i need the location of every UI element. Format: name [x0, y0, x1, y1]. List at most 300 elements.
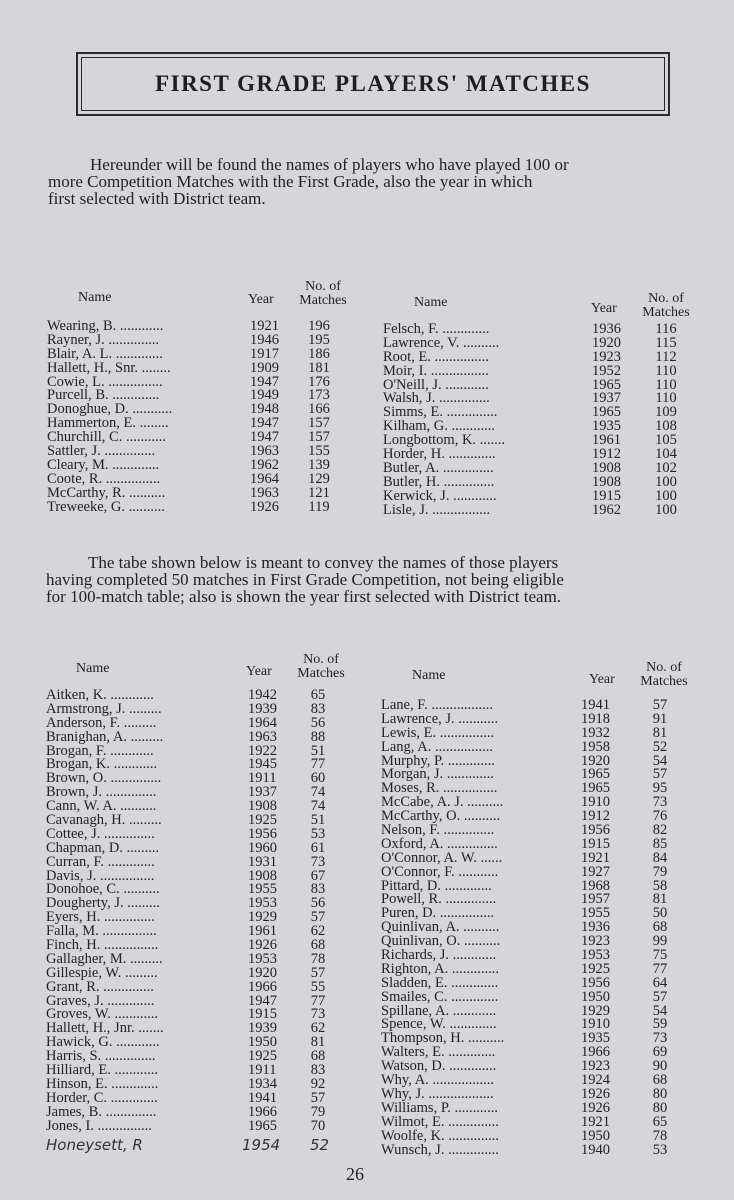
year-selected: 1952 [592, 362, 621, 379]
handwritten-year: 1954 [242, 1136, 281, 1154]
match-count: 62 [310, 923, 326, 940]
year-selected: 1948 [250, 401, 279, 418]
match-count: 74 [310, 784, 326, 801]
player-name: Murphy, P. ............. [381, 752, 495, 769]
table-100-right [383, 323, 713, 517]
year-selected: 1953 [248, 895, 277, 912]
player-name: Harris, S. .............. [46, 1048, 156, 1065]
match-count: 56 [310, 714, 326, 731]
year-selected: 1921 [581, 849, 610, 866]
year-selected: 1950 [248, 1034, 277, 1051]
player-name: Jones, I. ............... [46, 1117, 152, 1134]
match-count: 77 [652, 960, 668, 977]
player-name: Donohoe, C. .......... [46, 881, 160, 898]
header-matches-line1: No. of [646, 660, 682, 675]
year-selected: 1939 [248, 700, 277, 717]
table-row [47, 498, 367, 515]
match-count: 75 [652, 947, 668, 964]
match-count: 99 [652, 933, 668, 950]
match-count: 81 [310, 1034, 326, 1051]
player-name: Williams, P. ............ [381, 1099, 499, 1116]
year-selected: 1929 [581, 1002, 610, 1019]
player-name: Lawrence, V. .......... [383, 334, 500, 351]
header-matches-line1: No. of [303, 652, 339, 667]
player-name: Powell, R. .............. [381, 891, 497, 908]
table-row [46, 1117, 366, 1134]
year-selected: 1925 [581, 960, 610, 977]
table-row [383, 501, 713, 518]
match-count: 65 [310, 687, 326, 703]
player-name: Branighan, A. ......... [46, 728, 164, 745]
player-name: Kilham, G. ............ [383, 418, 495, 435]
match-count: 196 [308, 318, 330, 334]
match-count: 157 [308, 415, 330, 432]
year-selected: 1937 [592, 390, 621, 407]
match-count: 73 [310, 853, 326, 870]
player-name: Donoghue, D. ........... [47, 401, 173, 418]
second-paragraph [46, 554, 564, 605]
match-count: 181 [308, 359, 330, 376]
player-name: Cleary, M. ............. [47, 456, 160, 473]
header-matches-line2: Matches [297, 666, 345, 681]
match-count: 195 [308, 331, 330, 348]
player-name: Nelson, F. .............. [381, 822, 495, 839]
player-name: James, B. .............. [46, 1103, 157, 1120]
year-selected: 1924 [581, 1072, 610, 1089]
player-name: Moses, R. ............... [381, 780, 498, 797]
match-count: 60 [310, 770, 326, 787]
match-count: 83 [310, 700, 326, 717]
handwritten-matches: 52 [310, 1136, 330, 1154]
match-count: 173 [308, 387, 330, 404]
player-name: Chapman, D. ......... [46, 839, 160, 856]
player-name: Wearing, B. ............ [47, 318, 164, 334]
match-count: 80 [652, 1099, 668, 1116]
match-count: 73 [652, 794, 668, 811]
player-name: Hawick, G. ............ [46, 1034, 160, 1051]
year-selected: 1961 [248, 923, 277, 940]
year-selected: 1922 [248, 742, 277, 759]
match-count: 100 [655, 487, 677, 504]
year-selected: 1908 [248, 798, 277, 815]
player-name: Rayner, J. .............. [47, 331, 160, 348]
header-matches-left [292, 280, 354, 308]
player-name: McCarthy, R. .......... [47, 484, 166, 501]
player-name: Oxford, A. .............. [381, 835, 498, 852]
match-count: 61 [310, 839, 326, 856]
year-selected: 1947 [248, 992, 277, 1009]
title-box-inner [81, 57, 665, 111]
player-name: Wilmot, E. .............. [381, 1113, 499, 1130]
player-name: Quinlivan, A. .......... [381, 919, 500, 936]
year-selected: 1966 [581, 1044, 610, 1061]
player-name: Walsh, J. .............. [383, 390, 490, 407]
match-count: 57 [652, 766, 668, 783]
match-count: 155 [308, 443, 330, 460]
player-name: Aitken, K. ............ [46, 687, 154, 703]
match-count: 76 [652, 808, 668, 825]
title-box [76, 52, 670, 116]
player-name: Dougherty, J. ......... [46, 895, 160, 912]
match-count: 57 [310, 964, 326, 981]
player-name: Hammerton, E. ........ [47, 415, 169, 432]
match-count: 105 [655, 432, 677, 449]
player-name: Cann, W. A. .......... [46, 798, 157, 815]
intro2-line-2: having completed 50 matches in First Grade Competition, not being eligible [46, 570, 564, 589]
header-year-left-2: Year [246, 664, 272, 679]
year-selected: 1908 [248, 867, 277, 884]
year-selected: 1949 [250, 387, 279, 404]
year-selected: 1958 [581, 738, 610, 755]
player-name: Richards, J. ............ [381, 947, 497, 964]
player-name: Smailes, C. ............. [381, 988, 499, 1005]
match-count: 104 [655, 446, 677, 463]
player-name: Coote, R. ............... [47, 470, 161, 487]
year-selected: 1931 [248, 853, 277, 870]
year-selected: 1915 [581, 835, 610, 852]
header-matches-line2: Matches [640, 674, 688, 689]
year-selected: 1962 [592, 501, 621, 518]
player-name: Simms, E. .............. [383, 404, 498, 421]
player-name: Butler, A. .............. [383, 459, 494, 476]
player-name: Curran, F. ............. [46, 853, 155, 870]
match-count: 67 [310, 867, 326, 884]
year-selected: 1910 [581, 794, 610, 811]
player-name: Purcell, B. ............. [47, 387, 160, 404]
year-selected: 1965 [592, 404, 621, 421]
year-selected: 1918 [581, 710, 610, 727]
match-count: 73 [310, 1006, 326, 1023]
year-selected: 1957 [581, 891, 610, 908]
player-name: Lawrence, J. ........... [381, 710, 499, 727]
year-selected: 1936 [592, 321, 621, 337]
match-count: 69 [652, 1044, 668, 1061]
player-name: Felsch, F. ............. [383, 321, 490, 337]
year-selected: 1942 [248, 687, 277, 703]
year-selected: 1953 [248, 950, 277, 967]
year-selected: 1923 [581, 1058, 610, 1075]
match-count: 68 [652, 919, 668, 936]
year-selected: 1947 [250, 373, 279, 390]
year-selected: 1935 [581, 1030, 610, 1047]
match-count: 59 [652, 1016, 668, 1033]
player-name: Lane, F. ................. [381, 697, 494, 713]
player-name: Kerwick, J. ............ [383, 487, 497, 504]
header-year-right: Year [591, 301, 617, 316]
year-selected: 1955 [248, 881, 277, 898]
year-selected: 1925 [248, 812, 277, 829]
player-name: Sladden, E. ............. [381, 974, 499, 991]
year-selected: 1947 [250, 429, 279, 446]
year-selected: 1963 [248, 728, 277, 745]
player-name: Cavanagh, H. ......... [46, 812, 162, 829]
year-selected: 1923 [592, 348, 621, 365]
player-name: Davis, J. ............... [46, 867, 155, 884]
player-name: Finch, H. ............... [46, 937, 159, 954]
match-count: 81 [652, 724, 668, 741]
year-selected: 1965 [248, 1117, 277, 1134]
match-count: 83 [310, 881, 326, 898]
year-selected: 1963 [250, 443, 279, 460]
match-count: 68 [652, 1072, 668, 1089]
match-count: 51 [310, 742, 326, 759]
year-selected: 1953 [581, 947, 610, 964]
player-name: Hinson, E. ............. [46, 1075, 159, 1092]
year-selected: 1915 [592, 487, 621, 504]
year-selected: 1925 [248, 1048, 277, 1065]
player-name: Gallagher, M. ......... [46, 950, 163, 967]
player-name: McCarthy, O. .......... [381, 808, 501, 825]
player-name: Morgan, J. ............. [381, 766, 494, 783]
page-title: FIRST GRADE PLAYERS' MATCHES [155, 71, 591, 96]
match-count: 176 [308, 373, 330, 390]
year-selected: 1934 [248, 1075, 277, 1092]
match-count: 77 [310, 992, 326, 1009]
match-count: 108 [655, 418, 677, 435]
match-count: 54 [652, 752, 668, 769]
player-name: Quinlivan, O. .......... [381, 933, 501, 950]
player-name: Puren, D. ............... [381, 905, 495, 922]
player-name: Butler, H. .............. [383, 473, 495, 490]
player-name: Armstrong, J. ......... [46, 700, 162, 717]
player-name: Pittard, D. ............. [381, 877, 492, 894]
year-selected: 1920 [248, 964, 277, 981]
match-count: 84 [652, 849, 668, 866]
year-selected: 1941 [581, 697, 610, 713]
match-count: 79 [652, 863, 668, 880]
header-year-right-2: Year [589, 672, 615, 687]
match-count: 88 [310, 728, 326, 745]
year-selected: 1912 [592, 446, 621, 463]
match-count: 91 [652, 710, 668, 727]
match-count: 139 [308, 456, 330, 473]
match-count: 83 [310, 1062, 326, 1079]
year-selected: 1945 [248, 756, 277, 773]
match-count: 121 [308, 484, 330, 501]
player-name: Eyers, H. .............. [46, 909, 155, 926]
match-count: 56 [310, 895, 326, 912]
year-selected: 1909 [250, 359, 279, 376]
year-selected: 1927 [581, 863, 610, 880]
header-name-left: Name [78, 290, 112, 305]
header-year-left: Year [248, 292, 274, 307]
match-count: 116 [655, 321, 677, 337]
year-selected: 1926 [248, 937, 277, 954]
header-matches-right-2 [633, 661, 695, 689]
match-count: 68 [310, 937, 326, 954]
player-name: Brogan, K. ............ [46, 756, 158, 773]
player-name: Why, A. ................. [381, 1072, 495, 1089]
match-count: 58 [652, 877, 668, 894]
year-selected: 1940 [581, 1141, 610, 1158]
player-name: Sattler, J. .............. [47, 443, 156, 460]
header-name-right: Name [414, 295, 448, 310]
player-name: Moir, I. ................ [383, 362, 489, 379]
year-selected: 1920 [592, 334, 621, 351]
year-selected: 1941 [248, 1089, 277, 1106]
player-name: Blair, A. L. ............. [47, 345, 163, 362]
player-name: Horder, C. ............. [46, 1089, 158, 1106]
player-name: Lang, A. ................ [381, 738, 493, 755]
table-50-left [46, 689, 366, 1134]
year-selected: 1911 [248, 1062, 277, 1079]
year-selected: 1929 [248, 909, 277, 926]
player-name: Horder, H. ............. [383, 446, 496, 463]
year-selected: 1963 [250, 484, 279, 501]
match-count: 90 [652, 1058, 668, 1075]
player-name: Gillespie, W. ......... [46, 964, 158, 981]
year-selected: 1965 [581, 780, 610, 797]
player-name: Groves, W. ............ [46, 1006, 158, 1023]
year-selected: 1911 [248, 770, 277, 787]
year-selected: 1960 [248, 839, 277, 856]
player-name: Walters, E. ............. [381, 1044, 496, 1061]
player-name: Root, E. ............... [383, 348, 489, 365]
year-selected: 1965 [581, 766, 610, 783]
player-name: McCabe, A. J. .......... [381, 794, 504, 811]
match-count: 53 [652, 1141, 668, 1158]
match-count: 78 [310, 950, 326, 967]
intro2-line-3: for 100-match table; also is shown the year first selected with District team. [46, 587, 562, 606]
intro2-line-1: The tabe shown below is meant to convey the names of those players [88, 553, 559, 572]
header-matches-line2: Matches [299, 293, 347, 308]
year-selected: 1917 [250, 345, 279, 362]
match-count: 77 [310, 756, 326, 773]
year-selected: 1921 [250, 318, 279, 334]
player-name: Thompson, H. .......... [381, 1030, 505, 1047]
year-selected: 1936 [581, 919, 610, 936]
year-selected: 1964 [250, 470, 279, 487]
match-count: 115 [655, 334, 677, 351]
player-name: Righton, A. ............. [381, 960, 500, 977]
year-selected: 1964 [248, 714, 277, 731]
match-count: 112 [655, 348, 677, 365]
year-selected: 1966 [248, 978, 277, 995]
year-selected: 1908 [592, 459, 621, 476]
match-count: 119 [308, 498, 330, 515]
match-count: 65 [652, 1113, 668, 1130]
player-name: Woolfe, K. .............. [381, 1127, 500, 1144]
year-selected: 1950 [581, 988, 610, 1005]
table-50-right [381, 699, 711, 1157]
player-name: Hallett, H., Jnr. ....... [46, 1020, 164, 1037]
year-selected: 1955 [581, 905, 610, 922]
match-count: 102 [655, 459, 677, 476]
intro-line-3: first selected with District team. [48, 189, 266, 208]
match-count: 62 [310, 1020, 326, 1037]
header-name-right-2: Name [412, 668, 446, 683]
match-count: 157 [308, 429, 330, 446]
player-name: Cottee, J. .............. [46, 825, 155, 842]
table-row [381, 1141, 711, 1158]
match-count: 109 [655, 404, 677, 421]
match-count: 81 [652, 891, 668, 908]
year-selected: 1926 [581, 1085, 610, 1102]
player-name: Brown, J. .............. [46, 784, 157, 801]
year-selected: 1926 [581, 1099, 610, 1116]
year-selected: 1947 [250, 415, 279, 432]
year-selected: 1956 [248, 825, 277, 842]
player-name: Graves, J. ............. [46, 992, 155, 1009]
year-selected: 1910 [581, 1016, 610, 1033]
year-selected: 1926 [250, 498, 279, 515]
match-count: 80 [652, 1085, 668, 1102]
player-name: Spillane, A. ............ [381, 1002, 497, 1019]
intro-paragraph [48, 156, 569, 207]
year-selected: 1961 [592, 432, 621, 449]
match-count: 100 [655, 473, 677, 490]
match-count: 54 [652, 1002, 668, 1019]
intro-line-2: more Competition Matches with the First Grade, also the year in which [48, 172, 533, 191]
player-name: Hilliard, E. ............ [46, 1062, 158, 1079]
year-selected: 1966 [248, 1103, 277, 1120]
match-count: 78 [652, 1127, 668, 1144]
match-count: 79 [310, 1103, 326, 1120]
player-name: Cowie, L. ............... [47, 373, 163, 390]
match-count: 110 [655, 376, 677, 393]
year-selected: 1932 [581, 724, 610, 741]
year-selected: 1956 [581, 974, 610, 991]
year-selected: 1939 [248, 1020, 277, 1037]
header-matches-line2: Matches [642, 305, 690, 320]
match-count: 92 [310, 1075, 326, 1092]
year-selected: 1915 [248, 1006, 277, 1023]
match-count: 95 [652, 780, 668, 797]
year-selected: 1956 [581, 822, 610, 839]
match-count: 129 [308, 470, 330, 487]
page-number: 26 [346, 1164, 364, 1184]
player-name: Anderson, F. ......... [46, 714, 157, 731]
match-count: 55 [310, 978, 326, 995]
player-name: Lewis, E. ............... [381, 724, 495, 741]
match-count: 110 [655, 362, 677, 379]
year-selected: 1920 [581, 752, 610, 769]
match-count: 57 [652, 988, 668, 1005]
player-name: Brown, O. .............. [46, 770, 162, 787]
match-count: 57 [310, 909, 326, 926]
player-name: Longbottom, K. ....... [383, 432, 506, 449]
player-name: Watson, D. ............. [381, 1058, 497, 1075]
header-matches-left-2 [290, 653, 352, 681]
header-matches-line1: No. of [648, 291, 684, 306]
match-count: 57 [652, 697, 668, 713]
match-count: 100 [655, 501, 677, 518]
header-name-left-2: Name [76, 661, 110, 676]
player-name: Lisle, J. ................ [383, 501, 491, 518]
table-100-left [47, 320, 367, 514]
match-count: 51 [310, 812, 326, 829]
header-matches-right [635, 292, 697, 320]
match-count: 57 [310, 1089, 326, 1106]
match-count: 68 [310, 1048, 326, 1065]
match-count: 53 [310, 825, 326, 842]
match-count: 70 [310, 1117, 326, 1134]
year-selected: 1965 [592, 376, 621, 393]
match-count: 85 [652, 835, 668, 852]
player-name: O'Neill, J. ............ [383, 376, 489, 393]
match-count: 166 [308, 401, 330, 418]
handwritten-name: Honeysett, R [46, 1136, 143, 1154]
player-name: Treweeke, G. .......... [47, 498, 165, 515]
match-count: 52 [652, 738, 668, 755]
player-name: Falla, M. ............... [46, 923, 157, 940]
match-count: 82 [652, 822, 668, 839]
player-name: Spence, W. ............. [381, 1016, 497, 1033]
match-count: 64 [652, 974, 668, 991]
year-selected: 1912 [581, 808, 610, 825]
header-matches-line1: No. of [305, 279, 341, 294]
year-selected: 1935 [592, 418, 621, 435]
